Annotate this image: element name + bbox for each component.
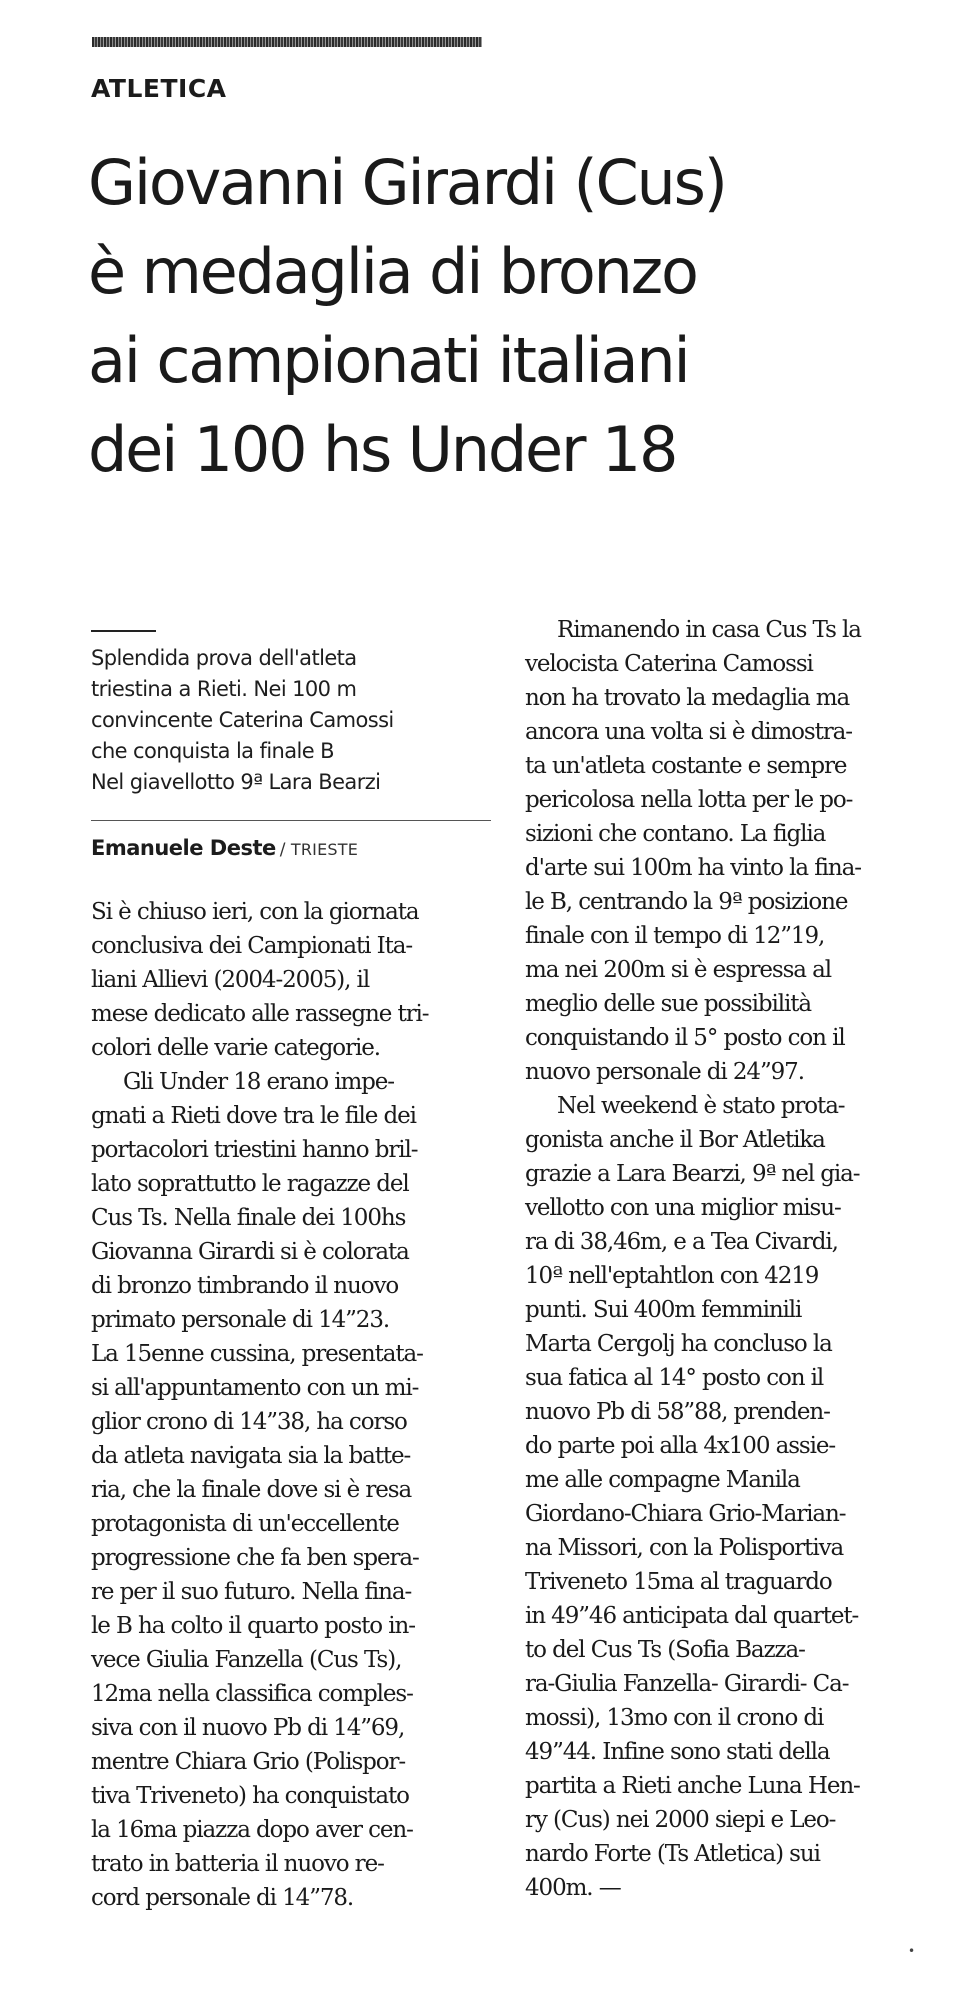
- body-line: di bronzo timbrando il nuovo: [91, 1273, 399, 1299]
- body-line: vece Giulia Fanzella (Cus Ts),: [91, 1647, 402, 1673]
- body-line: cord personale di 14”78.: [91, 1885, 354, 1911]
- body-line: Triveneto 15ma al traguardo: [525, 1569, 832, 1595]
- body-line: ria, che la finale dove si è resa: [91, 1477, 412, 1503]
- body-line: progressione che fa ben spera-: [91, 1545, 419, 1571]
- scan-speck: •: [908, 1944, 916, 1958]
- body-line: mentre Chiara Grio (Polispor-: [91, 1749, 406, 1775]
- section-label: ATLETICA: [91, 74, 227, 103]
- subtitle: [91, 643, 491, 798]
- body-line: Nel weekend è stato prota-: [557, 1093, 845, 1119]
- body-line: sizioni che contano. La figlia: [525, 821, 826, 847]
- body-line: non ha trovato la medaglia ma: [525, 685, 850, 711]
- author-name: Emanuele Deste: [91, 836, 276, 860]
- body-line: to del Cus Ts (Sofia Bazza-: [525, 1637, 805, 1663]
- body-line: ancora una volta si è dimostra-: [525, 719, 852, 745]
- body-line: partita a Rieti anche Luna Hen-: [525, 1773, 860, 1799]
- dateline-location: TRIESTE: [290, 840, 359, 859]
- body-line: na Missori, con la Polisportiva: [525, 1535, 844, 1561]
- body-line: da atleta navigata sia la batte-: [91, 1443, 411, 1469]
- body-line: portacolori triestini hanno bril-: [91, 1137, 418, 1163]
- article-column-left: [91, 895, 501, 1915]
- body-line: ra di 38,46m, e a Tea Civardi,: [525, 1229, 838, 1255]
- body-line: siva con il nuovo Pb di 14”69,: [91, 1715, 405, 1741]
- body-line: do parte poi alla 4x100 assie-: [525, 1433, 836, 1459]
- body-line: le B, centrando la 9ª posizione: [525, 889, 848, 915]
- body-line: 49”44. Infine sono stati della: [525, 1739, 830, 1765]
- body-line: ta un'atleta costante e sempre: [525, 753, 847, 779]
- subtitle-line: triestina a Rieti. Nei 100 m: [91, 677, 357, 701]
- body-line: La 15enne cussina, presentata-: [91, 1341, 423, 1367]
- body-line: conquistando il 5° posto con il: [525, 1025, 845, 1051]
- body-line: finale con il tempo di 12”19,: [525, 923, 825, 949]
- body-line: punti. Sui 400m femminili: [525, 1297, 802, 1323]
- top-decorative-rule: [92, 37, 482, 47]
- headline-line: ai campionati italiani: [88, 324, 689, 397]
- byline-rule: [91, 820, 491, 821]
- body-line: d'arte sui 100m ha vinto la fina-: [525, 855, 861, 881]
- subtitle-line: Splendida prova dell'atleta: [91, 646, 357, 670]
- body-line: in 49”46 anticipata dal quartet-: [525, 1603, 859, 1629]
- body-line: grazie a Lara Bearzi, 9ª nel gia-: [525, 1161, 860, 1187]
- subtitle-rule: [91, 630, 156, 632]
- body-line: ry (Cus) nei 2000 siepi e Leo-: [525, 1807, 836, 1833]
- body-line: Cus Ts. Nella finale dei 100hs: [91, 1205, 406, 1231]
- body-line: primato personale di 14”23.: [91, 1307, 390, 1333]
- body-line: le B ha colto il quarto posto in-: [91, 1613, 415, 1639]
- headline-line: dei 100 hs Under 18: [88, 413, 677, 486]
- headline: [88, 138, 908, 494]
- body-line: gnati a Rieti dove tra le file dei: [91, 1103, 416, 1129]
- subtitle-line: convincente Caterina Camossi: [91, 708, 394, 732]
- body-line: 12ma nella classifica comples-: [91, 1681, 413, 1707]
- body-line: tiva Triveneto) ha conquistato: [91, 1783, 409, 1809]
- body-line: glior crono di 14”38, ha corso: [91, 1409, 407, 1435]
- body-line: vellotto con una miglior misu-: [525, 1195, 841, 1221]
- body-line: ma nei 200m si è espressa al: [525, 957, 831, 983]
- body-line: velocista Caterina Camossi: [525, 651, 813, 677]
- body-line: lato soprattutto le ragazze del: [91, 1171, 409, 1197]
- body-line: colori delle varie categorie.: [91, 1035, 380, 1061]
- headline-line: è medaglia di bronzo: [88, 235, 697, 308]
- body-line: 400m. —: [525, 1875, 621, 1901]
- body-line: Giovanna Girardi si è colorata: [91, 1239, 409, 1265]
- body-line: meglio delle sue possibilità: [525, 991, 812, 1017]
- body-line: Giordano-Chiara Grio-Marian-: [525, 1501, 846, 1527]
- body-line: nardo Forte (Ts Atletica) sui: [525, 1841, 820, 1867]
- subtitle-line: Nel giavellotto 9ª Lara Bearzi: [91, 770, 381, 794]
- body-line: la 16ma piazza dopo aver cen-: [91, 1817, 413, 1843]
- body-line: Marta Cergolj ha concluso la: [525, 1331, 832, 1357]
- body-line: Si è chiuso ieri, con la giornata: [91, 899, 419, 925]
- body-line: trato in batteria il nuovo re-: [91, 1851, 384, 1877]
- body-line: pericolosa nella lotta per le po-: [525, 787, 853, 813]
- byline: [91, 836, 358, 860]
- body-line: gonista anche il Bor Atletika: [525, 1127, 825, 1153]
- body-line: conclusiva dei Campionati Ita-: [91, 933, 413, 959]
- body-line: si all'appuntamento con un mi-: [91, 1375, 419, 1401]
- body-line: me alle compagne Manila: [525, 1467, 800, 1493]
- byline-separator: /: [279, 840, 291, 860]
- body-line: 10ª nell'eptahtlon con 4219: [525, 1263, 819, 1289]
- body-line: Gli Under 18 erano impe-: [123, 1069, 394, 1095]
- body-line: sua fatica al 14° posto con il: [525, 1365, 824, 1391]
- body-line: protagonista di un'eccellente: [91, 1511, 399, 1537]
- body-line: mossi), 13mo con il crono di: [525, 1705, 824, 1731]
- body-line: mese dedicato alle rassegne tri-: [91, 1001, 429, 1027]
- body-line: re per il suo futuro. Nella fina-: [91, 1579, 412, 1605]
- subtitle-line: che conquista la finale B: [91, 739, 334, 763]
- body-line: liani Allievi (2004-2005), il: [91, 967, 370, 993]
- body-line: nuovo personale di 24”97.: [525, 1059, 804, 1085]
- article-column-right: [525, 613, 929, 1905]
- headline-line: Giovanni Girardi (Cus): [88, 146, 726, 219]
- body-line: Rimanendo in casa Cus Ts la: [557, 617, 861, 643]
- body-line: ra-Giulia Fanzella- Girardi- Ca-: [525, 1671, 849, 1697]
- body-line: nuovo Pb di 58”88, prenden-: [525, 1399, 830, 1425]
